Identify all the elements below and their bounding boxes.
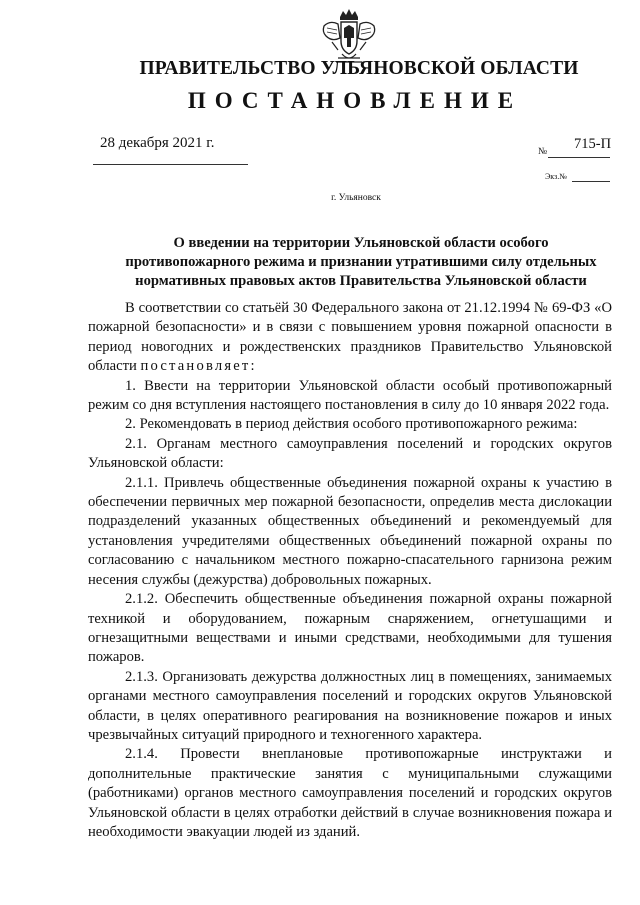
number-underline — [548, 157, 610, 158]
government-name: ПРАВИТЕЛЬСТВО УЛЬЯНОВСКОЙ ОБЛАСТИ — [139, 58, 579, 79]
paragraph-2-1-3: 2.1.3. Организовать дежурства должностных лиц в помещениях, занимаемых органами местного самоуправления поселений и городских округов Ульяновской области, в целях оперативного реагирования на возникновение пожаров и иных чрезвычайных ситуаций природного и техногенного характера. — [88, 668, 612, 743]
paragraph-2-1-2: 2.1.2. Обеспечить общественные объединения пожарной охраны пожарной техникой и оборудованием, пожарным снаряжением, огнетушащими и огнезащитными веществами и иными средствами, необходимыми для тушения пожаров. — [88, 591, 612, 666]
paragraph-2-1-4: 2.1.4. Провести внеплановые противопожарные инструктажи и дополнительные практические занятия с муниципальными служащими (работниками) органов местного самоуправления поселений и городских округов Ульяновской области в целях отработки действий в случае возникновения пожара и необходимости эвакуации людей из зданий. — [88, 746, 612, 840]
paragraph-1: 1. Ввести на территории Ульяновской области особый противопожарный режим со дня вступления настоящего постановления в силу до 10 января 2022 года. — [88, 377, 612, 414]
number-sign: № — [538, 147, 548, 157]
date-underline — [93, 164, 248, 165]
title-line: О введении на территории Ульяновской области особого — [173, 235, 549, 251]
intro-text: В соответствии со статьёй 30 Федерального закона от 21.12.1994 № 69-ФЗ «О пожарной безопасности» и в связи с повышением уровня пожарной опасности в период новогодних и рождественских праздников Правительство Ульяновской области — [88, 300, 612, 375]
paragraph-intro — [88, 299, 612, 377]
copy-number-label: Экз.№ — [545, 172, 567, 181]
document-date: 28 декабря 2021 г. — [100, 135, 215, 151]
title-line: противопожарного режима и признании утратившими силу отдельных — [125, 254, 597, 270]
resolves-word: постановляет: — [140, 358, 257, 375]
document-type: ПОСТАНОВЛЕНИЕ — [187, 88, 523, 113]
document-number: 715-П — [574, 136, 612, 152]
document-title — [120, 234, 602, 291]
document-body — [88, 299, 612, 842]
copy-number-underline — [572, 181, 610, 182]
paragraph-2-1: 2.1. Органам местного самоуправления поселений и городских округов Ульяновской области: — [88, 435, 612, 472]
city: г. Ульяновск — [331, 193, 381, 203]
paragraph-2-1-1: 2.1.1. Привлечь общественные объединения пожарной охраны к участию в обеспечении первичных мер пожарной безопасности, определив места дислокации подразделений указанных общественных объединений и рекомендуемый для установления учредителями общественных объединений пожарной охраны по согласованию с начальником местного пожарно-спасательного гарнизона режим несения службы (дежурства) добровольных пожарных. — [88, 474, 612, 588]
title-line: нормативных правовых актов Правительства Ульяновской области — [135, 273, 587, 289]
paragraph-2: 2. Рекомендовать в период действия особого противопожарного режима: — [125, 416, 578, 433]
